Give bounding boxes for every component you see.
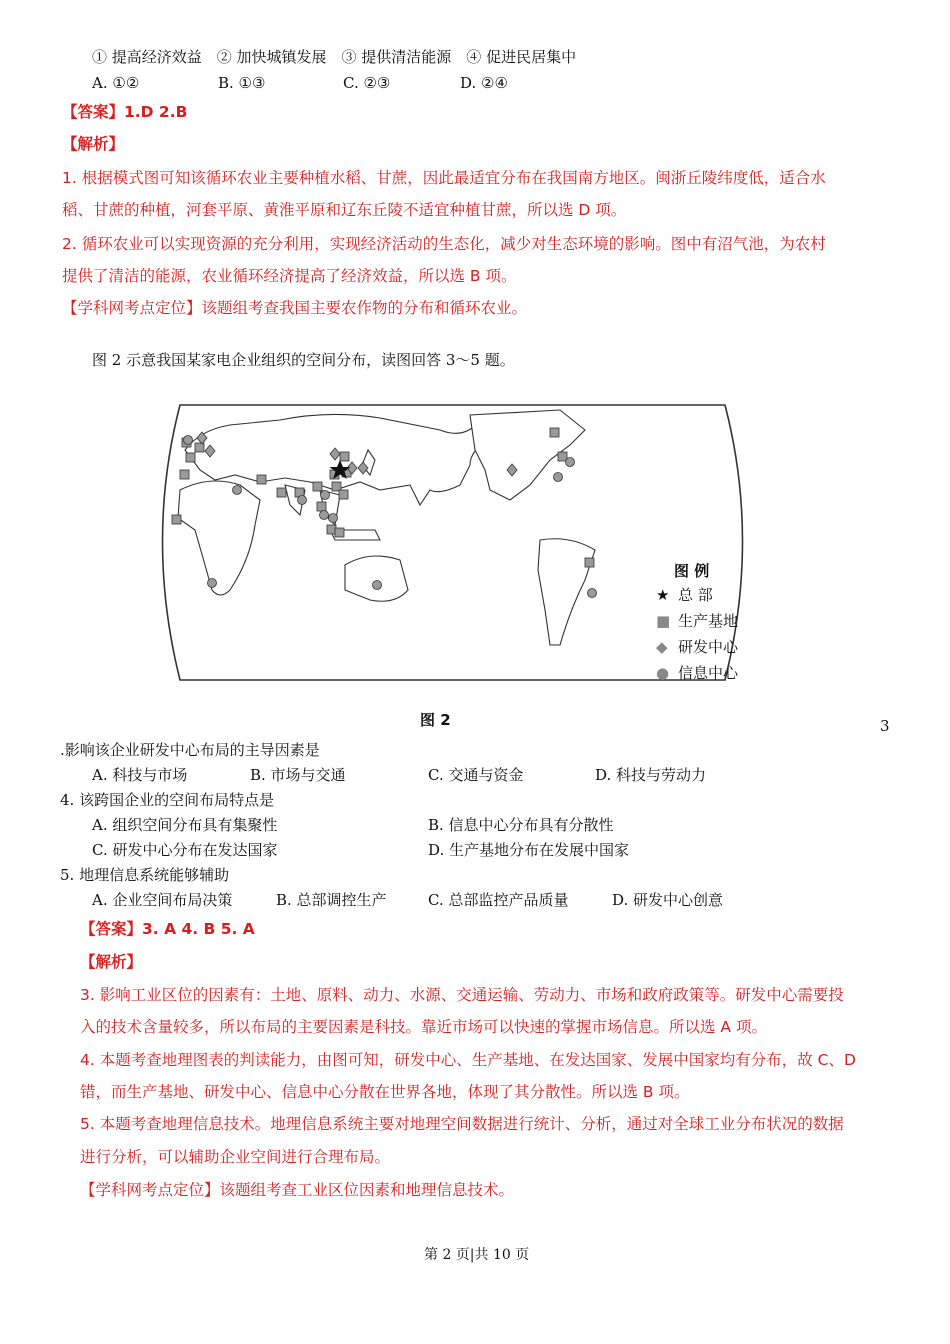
q5-option-a: A. 企业空间布局决策 — [92, 891, 233, 909]
info-center-marker — [184, 436, 193, 445]
figure-intro: 图 2 示意我国某家电企业组织的空间分布，读图回答 3～5 题。 — [92, 351, 515, 369]
analysis-1-p2-l2: 提供了清洁的能源，农业循环经济提高了经济效益，所以选 B 项。 — [62, 267, 517, 285]
analysis-1-p1-l2: 稻、甘蔗的种植，河套平原、黄淮平原和辽东丘陵不适宜种植甘蔗，所以选 D 项。 — [62, 201, 627, 219]
q4-option-a: A. 组织空间分布具有集聚性 — [92, 816, 278, 834]
q5-option-c: C. 总部监控产品质量 — [428, 891, 569, 909]
info-center-marker — [208, 579, 217, 588]
q2-option-c: C. ②③ — [343, 74, 391, 92]
production-base-marker — [257, 475, 266, 484]
q3-option-c: C. 交通与资金 — [428, 766, 524, 784]
production-base-marker — [340, 452, 349, 461]
production-base-marker — [335, 528, 344, 537]
q5-option-d: D. 研发中心创意 — [612, 891, 724, 909]
production-base-marker — [313, 482, 322, 491]
info-center-marker — [554, 473, 563, 482]
production-base-marker — [585, 558, 594, 567]
production-base-marker — [186, 453, 195, 462]
production-base-marker — [550, 428, 559, 437]
info-center-marker — [329, 514, 338, 523]
analysis-2-p5-l2: 进行分析，可以辅助企业空间进行合理布局。 — [80, 1148, 391, 1166]
production-base-marker — [317, 502, 326, 511]
answer-1: 【答案】1.D 2.B — [62, 103, 188, 121]
legend-info-label: 信息中心 — [678, 664, 739, 682]
legend-research-icon: ◆ — [656, 638, 668, 656]
info-center-marker — [233, 486, 242, 495]
q4-option-b: B. 信息中心分布具有分散性 — [428, 816, 614, 834]
page-footer: 第 2 页|共 10 页 — [424, 1247, 530, 1263]
q2-option-a: A. ①② — [92, 74, 140, 92]
q3-option-b: B. 市场与交通 — [250, 766, 346, 784]
figure-caption: 图 2 — [420, 711, 451, 729]
analysis-2-p5-l1: 5. 本题考查地理信息技术。地理信息系统主要对地理空间数据进行统计、分析，通过对全球工业分布状况的数据 — [80, 1115, 844, 1133]
analysis-1-p2-l1: 2. 循环农业可以实现资源的充分利用，实现经济活动的生态化，减少对生态环境的影响。图中有沼气池，为农村 — [62, 235, 826, 253]
info-center-marker — [566, 458, 575, 467]
map-legend — [656, 560, 766, 688]
production-base-marker — [339, 490, 348, 499]
q3-option-d: D. 科技与劳动力 — [595, 766, 707, 784]
q3-option-a: A. 科技与市场 — [92, 766, 188, 784]
q5-option-b: B. 总部调控生产 — [276, 891, 387, 909]
analysis-2-p4-l2: 错，而生产基地、研发中心、信息中心分散在世界各地，体现了其分散性。所以选 B 项。 — [80, 1083, 690, 1101]
q3-stem: .影响该企业研发中心布局的主导因素是 — [60, 741, 320, 759]
q2-option-d: D. ②④ — [460, 74, 508, 92]
q2-option-b: B. ①③ — [218, 74, 266, 92]
info-center-marker — [298, 496, 307, 505]
q4-option-c: C. 研发中心分布在发达国家 — [92, 841, 278, 859]
analysis-1-p1-l1: 1. 根据模式图可知该循环农业主要种植水稻、甘蔗，因此最适宜分布在我国南方地区。闽浙丘陵纬度低，适合水 — [62, 169, 826, 187]
analysis-1-kaodian: 【学科网考点定位】该题组考查我国主要农作物的分布和循环农业。 — [62, 299, 528, 317]
q5-stem: 5. 地理信息系统能够辅助 — [60, 866, 230, 884]
production-base-marker — [180, 470, 189, 479]
info-center-marker — [588, 589, 597, 598]
production-base-marker — [195, 443, 204, 452]
legend-hq-icon: ★ — [656, 586, 670, 604]
legend-title: 图 例 — [674, 562, 710, 580]
legend-research-label: 研发中心 — [678, 638, 739, 656]
production-base-marker — [558, 452, 567, 461]
production-base-marker — [172, 515, 181, 524]
legend-production-icon: ■ — [656, 612, 671, 630]
legend-production-label: 生产基地 — [678, 612, 739, 630]
analysis-2-kaodian: 【学科网考点定位】该题组考查工业区位因素和地理信息技术。 — [80, 1181, 515, 1199]
analysis-2-title: 【解析】 — [80, 953, 143, 971]
info-center-marker — [373, 581, 382, 590]
q4-stem: 4. 该跨国企业的空间布局特点是 — [60, 791, 275, 809]
production-base-marker — [277, 488, 286, 497]
analysis-1-title: 【解析】 — [62, 135, 125, 153]
analysis-2-p3-l2: 入的技术含量较多，所以布局的主要因素是科技。靠近市场可以快速的掌握市场信息。所以选 A 项。 — [80, 1018, 767, 1036]
q4-option-d: D. 生产基地分布在发展中国家 — [428, 841, 630, 859]
legend-info-icon: ● — [656, 664, 670, 682]
q2-choices: ① 提高经济效益 ② 加快城镇发展 ③ 提供清洁能源 ④ 促进民居集中 — [92, 48, 577, 66]
analysis-2-p3-l1: 3. 影响工业区位的因素有：土地、原料、动力、水源、交通运输、劳动力、市场和政府政策等。研发中心需要投 — [80, 986, 844, 1004]
analysis-2-p4-l1: 4. 本题考查地理图表的判读能力，由图可知，研发中心、生产基地、在发达国家、发展中国家均有分布，故 C、D — [80, 1051, 856, 1069]
info-center-marker — [320, 511, 329, 520]
legend-hq-label: 总 部 — [678, 586, 713, 604]
answer-2: 【答案】3. A 4. B 5. A — [80, 920, 255, 938]
info-center-marker — [321, 491, 330, 500]
q3-number: 3 — [880, 717, 890, 735]
